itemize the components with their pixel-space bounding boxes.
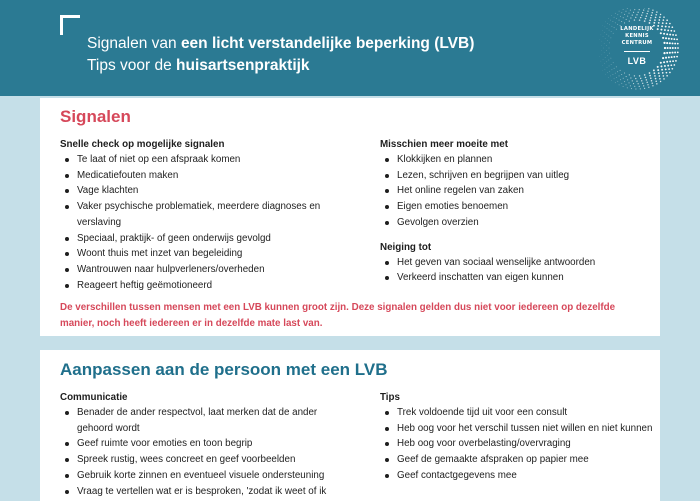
- list-item: Benader de ander respectvol, laat merken dat de ander gehoord wordt: [60, 405, 335, 436]
- list-item: Geef contactgegevens mee: [380, 468, 655, 484]
- logo-text-line3: CENTRUM: [621, 40, 653, 46]
- signalen-right-column: [380, 138, 655, 286]
- list-item: Vage klachten: [60, 183, 335, 199]
- list-item: Geef de gemaakte afspraken op papier mee: [380, 452, 655, 468]
- list-item: Gevolgen overzien: [380, 215, 655, 231]
- signalen-title: Signalen: [60, 107, 131, 126]
- list-item: Speciaal, praktijk- of geen onderwijs gevolgd: [60, 231, 335, 247]
- list-item: Lezen, schrijven en begrijpen van uitleg: [380, 168, 655, 184]
- list-item: Reageert heftig geëmotioneerd: [60, 278, 335, 294]
- list-item: Heb oog voor het verschil tussen niet willen en niet kunnen: [380, 421, 655, 437]
- list-item: Klokkijken en plannen: [380, 152, 655, 168]
- logo-divider: [624, 51, 650, 52]
- tips-column: [380, 391, 655, 484]
- logo-text-line2: KENNIS: [625, 33, 649, 39]
- subtitle-text: Tips voor de: [87, 57, 177, 74]
- list-item: Geef ruimte voor emoties en toon begrip: [60, 436, 335, 452]
- list-item: Heb oog voor overbelasting/overvraging: [380, 436, 655, 452]
- communicatie-list: [60, 405, 335, 499]
- aanpassen-card: [40, 350, 660, 501]
- list-item: Het online regelen van zaken: [380, 183, 655, 199]
- list-item: Eigen emoties benoemen: [380, 199, 655, 215]
- signalen-card: [40, 98, 660, 336]
- list-item: Woont thuis met inzet van begeleiding: [60, 246, 335, 262]
- signalen-left-column: [60, 138, 335, 293]
- page-subtitle: [87, 56, 310, 76]
- list-item: Trek voldoende tijd uit voor een consult: [380, 405, 655, 421]
- list-item: Verkeerd inschatten van eigen kunnen: [380, 270, 655, 286]
- logo-text-line1: LANDELIJK: [620, 26, 654, 32]
- communicatie-column: [60, 391, 335, 499]
- meer-moeite-heading: Misschien meer moeite met: [380, 139, 508, 150]
- list-item: Vaker psychische problematiek, meerdere diagnoses en verslaving: [60, 199, 335, 230]
- corner-bracket-decoration: [60, 15, 80, 35]
- title-bold-text: een licht verstandelijke beperking (LVB): [180, 35, 475, 52]
- list-item: Spreek rustig, wees concreet en geef voorbeelden: [60, 452, 335, 468]
- spacer: [380, 231, 655, 241]
- page-title: [87, 34, 474, 54]
- snelle-check-list: [60, 152, 335, 293]
- neiging-tot-list: [380, 255, 655, 286]
- signalen-warning-note: De verschillen tussen mensen met een LVB kunnen groot zijn. Deze signalen gelden dus niet voor iedereen op dezelfde manier, noch heeft iedereen er in dezelfde mate last van.: [60, 302, 616, 329]
- neiging-tot-heading: Neiging tot: [380, 241, 432, 253]
- title-text: Signalen van: [87, 35, 181, 52]
- list-item: Gebruik korte zinnen en eventueel visuele ondersteuning: [60, 468, 335, 484]
- logo-lvb: LVB: [627, 56, 647, 66]
- list-item: Vraag te vertellen wat er is besproken, 'zodat ik weet of ik: [60, 484, 335, 500]
- list-item: Wantrouwen naar hulpverleners/overheden: [60, 262, 335, 278]
- communicatie-heading: Communicatie: [60, 392, 128, 403]
- header-banner: [0, 0, 700, 96]
- meer-moeite-list: [380, 152, 655, 231]
- logo-dot-circle-icon: [592, 8, 688, 92]
- snelle-check-heading: Snelle check op mogelijke signalen: [60, 139, 225, 150]
- tips-list: [380, 405, 655, 484]
- tips-heading: Tips: [380, 392, 400, 403]
- list-item: Medicatiefouten maken: [60, 168, 335, 184]
- aanpassen-title: Aanpassen aan de persoon met een LVB: [60, 360, 388, 379]
- list-item: Het geven van sociaal wenselijke antwoorden: [380, 255, 655, 271]
- subtitle-bold-text: huisartsenpraktijk: [176, 57, 310, 74]
- list-item: Te laat of niet op een afspraak komen: [60, 152, 335, 168]
